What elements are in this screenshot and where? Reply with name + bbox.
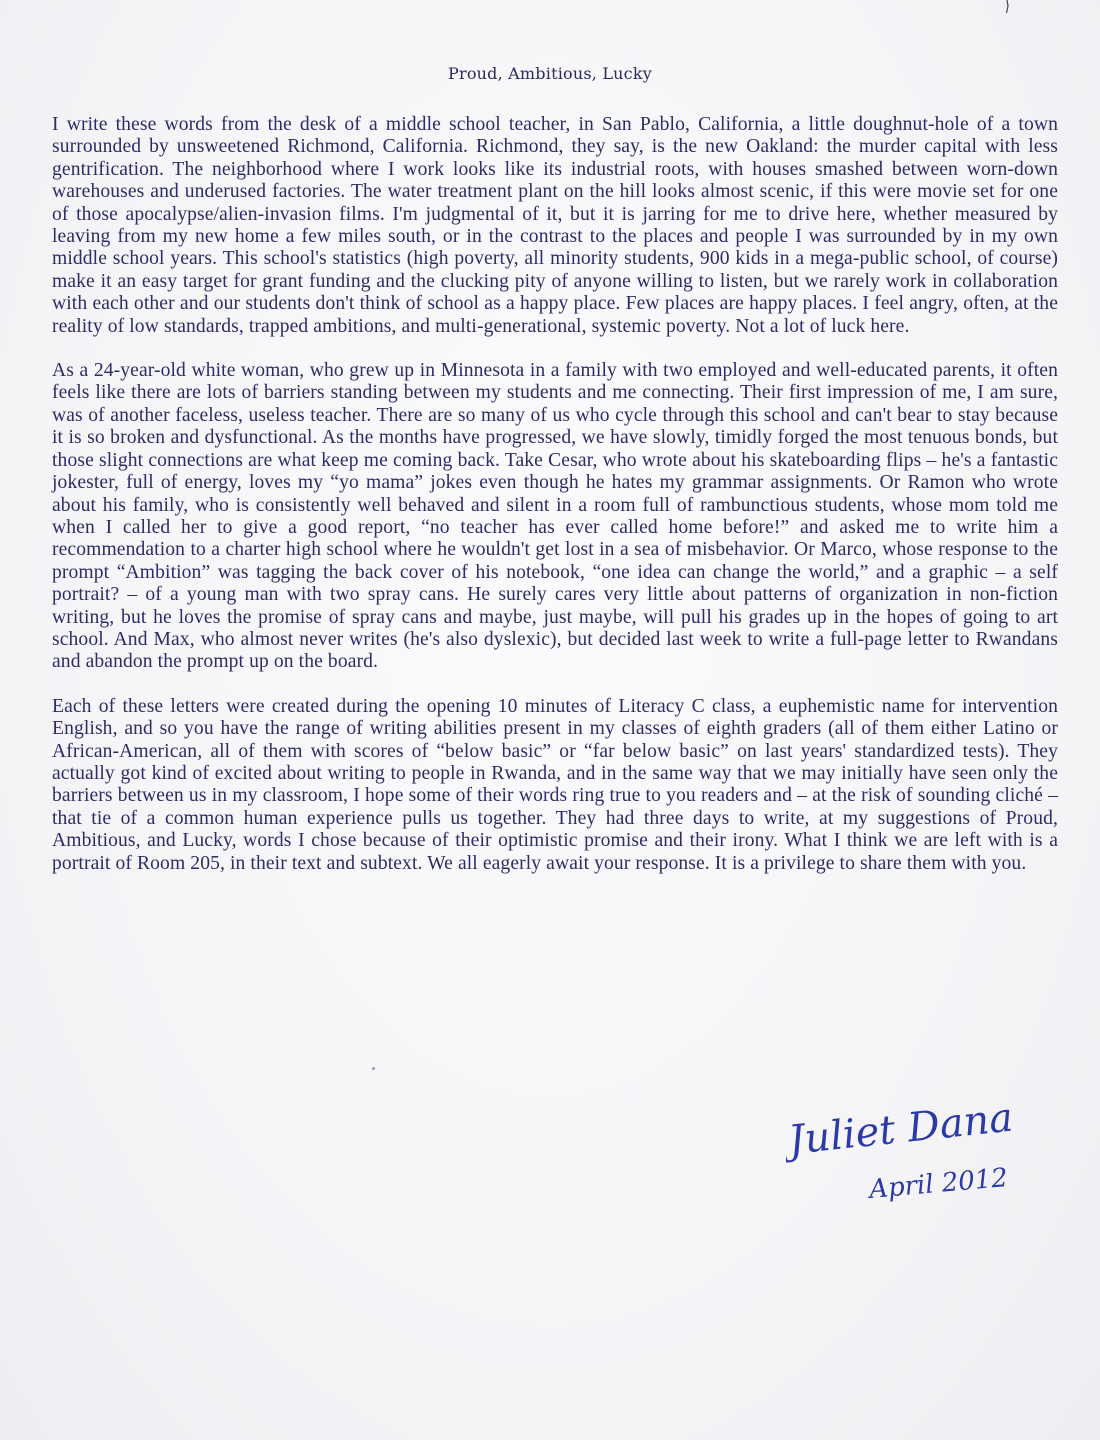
document-title: Proud, Ambitious, Lucky [448,64,652,83]
paragraph-2: As a 24-year-old white woman, who grew up in Minnesota in a family with two employed and well-educated parents, it often feels like there are lots of barriers standing between my students and me connecting. Their first impression of me, I am sure, was of another faceless, useless teacher. There are so many of us who cycle through this school and can't bear to stay because it is so broken and dysfunctional. As the months have progressed, we have slowly, timidly forged the most tenuous bonds, but those slight connections are what keep me coming back. Take Cesar, who wrote about his skateboarding flips – he's a fantastic jokester, full of energy, loves my “yo mama” jokes even though he hates my grammar assignments. Or Ramon who wrote about his family, who is consistently well behaved and silent in a room full of rambunctious students, whose mom told me when I called her to give a good report, “no teacher has ever called home before!” and asked me to write him a recommendation to a charter high school where he wouldn't get lost in a sea of misbehavior. Or Marco, whose response to the prompt “Ambition” was tagging the back cover of his notebook, “one idea can change the world,” and a graphic – a self portrait? – of a young man with two spray cans. He surely cares very little about patterns of organization in non-fiction writing, but he loves the promise of spray cans and maybe, just maybe, will pull his grades up in the hopes of going to art school. And Max, who almost never writes (he's also dyslexic), but decided last week to write a full-page letter to Rwandans and abandon the prompt up on the board. [52,360,1058,673]
signature-name: Juliet Dana [786,1108,1016,1164]
letter-body [52,114,1058,875]
paper-speck [372,1067,375,1070]
paper-mark [1004,0,1010,14]
signature-date: April 2012 [867,1162,1010,1205]
paragraph-1: I write these words from the desk of a middle school teacher, in San Pablo, California, a little doughnut-hole of a town surrounded by unsweetened Richmond, California. Richmond, they say, is the new Oakland: the murder capital with less gentrification. The neighborhood where I work looks like its industrial roots, with houses smashed between worn-down warehouses and underused factories. The water treatment plant on the hill looks almost scenic, if this were movie set for one of those apocalypse/alien-invasion films. I'm judgmental of it, but it is jarring for me to drive here, whether measured by leaving from my new home a few miles south, or in the contrast to the places and people I was surrounded by in my own middle school years. This school's statistics (high poverty, all minority students, 900 kids in a mega-public school, of course) make it an easy target for grant funding and the clucking pity of anyone willing to listen, but we rarely work in collaboration with each other and our students don't think of school as a happy place. Few places are happy places. I feel angry, often, at the reality of low standards, trapped ambitions, and multi-generational, systemic poverty. Not a lot of luck here. [52,114,1058,337]
paragraph-3: Each of these letters were created during the opening 10 minutes of Literacy C class, a euphemistic name for intervention English, and so you have the range of writing abilities present in my classes of eighth graders (all of them either Latino or African-American, all of them with scores of “below basic” or “far below basic” on last years' standardized tests). They actually got kind of excited about writing to people in Rwanda, and in the same way that we may initially have seen only the barriers between us in my classroom, I hope some of their words ring true to you readers and – at the risk of sounding cliché – that tie of a common human experience pulls us together. They had three days to write, at my suggestions of Proud, Ambitious, and Lucky, words I chose because of their optimistic promise and their irony. What I think we are left with is a portrait of Room 205, in their text and subtext. We all eagerly await your response. It is a privilege to share them with you. [52,695,1058,874]
handwritten-signature [786,1108,1036,1218]
